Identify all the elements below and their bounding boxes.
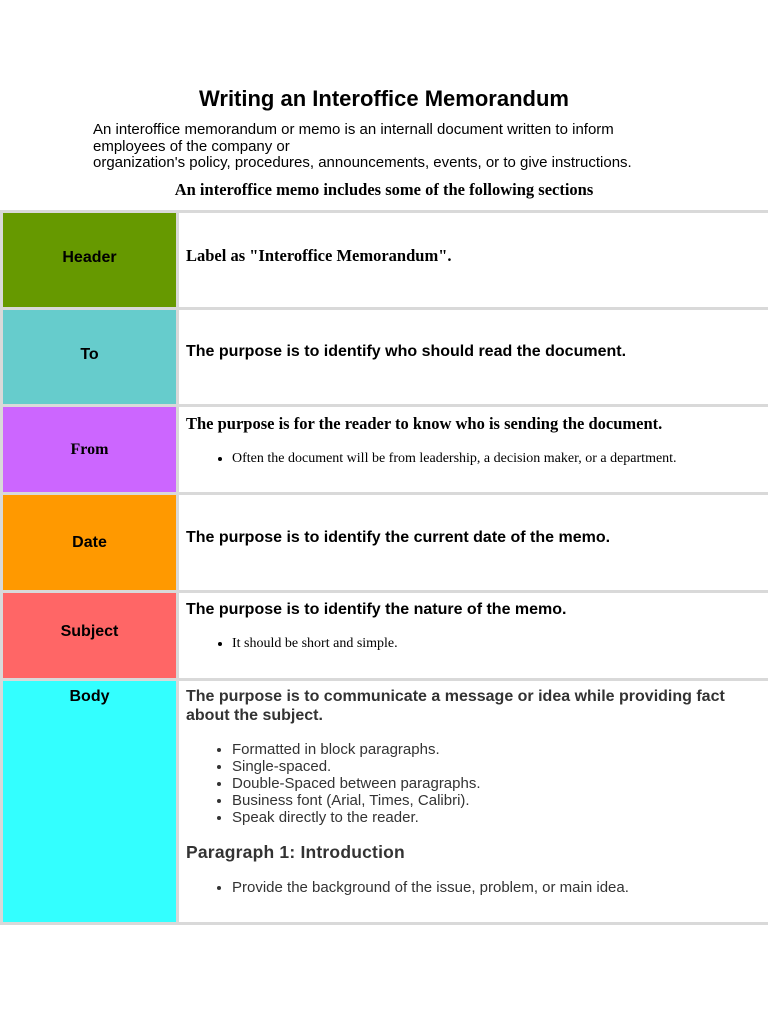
label-subject	[3, 593, 176, 678]
list-item: • Speak directly to the reader.	[232, 809, 768, 826]
label-date-text: Date	[72, 533, 107, 551]
body-description-line-1: The purpose is to communicate a message or idea while providing fact	[186, 688, 725, 705]
list-item: • Business font (Arial, Times, Calibri).	[232, 792, 768, 809]
label-body-text: Body	[69, 688, 110, 705]
label-to	[3, 310, 176, 404]
row-subject	[0, 593, 768, 678]
date-description: The purpose is to identify the current date of the memo.	[186, 529, 611, 546]
content-body	[179, 681, 768, 922]
list-item: • Often the document will be from leadership, a decision maker, or a department.	[232, 451, 768, 467]
content-header	[179, 213, 768, 307]
row-from	[0, 407, 768, 492]
content-to	[179, 310, 768, 404]
intro-paragraph	[93, 122, 693, 172]
list-item: • Single-spaced.	[232, 758, 768, 775]
paragraph-1-bullet-list	[186, 879, 768, 896]
row-body	[0, 681, 768, 922]
row-header	[0, 213, 768, 307]
row-to	[0, 310, 768, 404]
sections-table	[0, 210, 768, 925]
from-bullet-list	[186, 451, 768, 467]
body-description	[186, 687, 768, 725]
list-item: • Provide the background of the issue, problem, or main idea.	[232, 879, 768, 896]
paragraph-1-heading: Paragraph 1: Introduction	[186, 842, 405, 862]
body-description-line-2: about the subject.	[186, 707, 323, 724]
list-item: • Formatted in block paragraphs.	[232, 741, 768, 758]
intro-line-2: employees of the company or	[93, 137, 290, 155]
label-subject-text: Subject	[60, 622, 119, 640]
label-from-text: From	[70, 440, 109, 458]
list-item: • It should be short and simple.	[232, 636, 768, 652]
list-item: • Double-Spaced between paragraphs.	[232, 775, 768, 792]
label-date	[3, 495, 176, 590]
label-to-text: To	[80, 346, 99, 363]
to-description: The purpose is to identify who should read the document.	[186, 343, 627, 360]
intro-line-3: organization's policy, procedures, announcements, events, or to give instructions.	[93, 154, 632, 171]
content-date	[179, 495, 768, 590]
label-body	[3, 681, 176, 922]
row-date	[0, 495, 768, 590]
content-from	[179, 407, 768, 492]
header-description: Label as "Interoffice Memorandum".	[186, 246, 452, 265]
label-header	[3, 213, 176, 307]
subject-description: The purpose is to identify the nature of the memo.	[186, 601, 567, 618]
subject-bullet-list	[186, 636, 768, 652]
from-description: The purpose is for the reader to know who is sending the document.	[186, 414, 663, 433]
sections-subheading: An interoffice memo includes some of the following sections	[174, 180, 594, 199]
content-subject	[179, 593, 768, 678]
page-title: Writing an Interoffice Memorandum	[199, 86, 569, 111]
label-header-text: Header	[62, 249, 117, 266]
intro-line-1: An interoffice memorandum or memo is an internall document written to inform	[93, 121, 614, 138]
label-from	[3, 407, 176, 492]
body-bullet-list	[186, 741, 768, 826]
